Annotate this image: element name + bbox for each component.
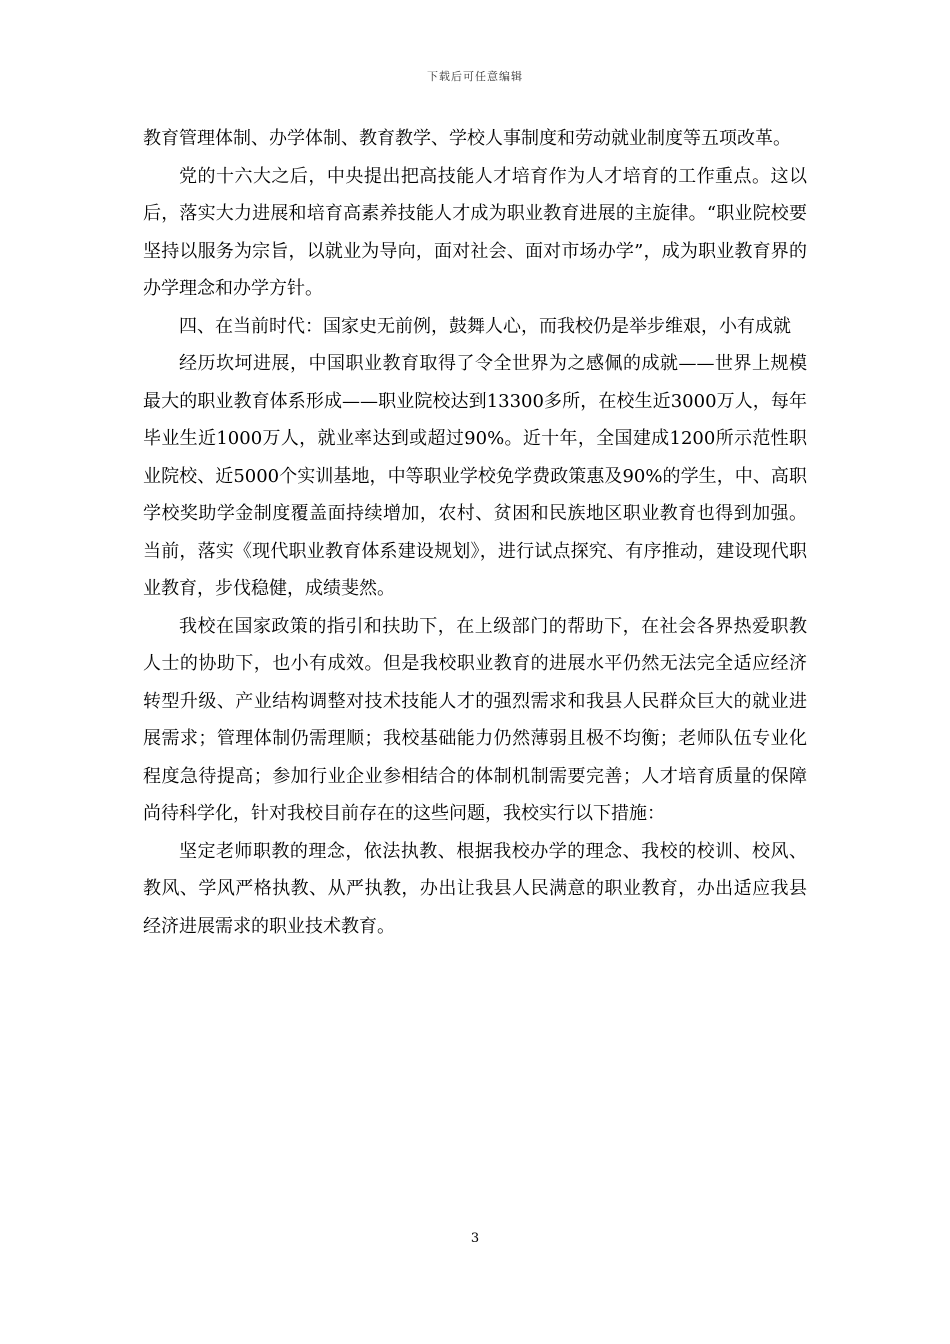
paragraph: 坚定老师职教的理念，依法执教、根据我校办学的理念、我校的校训、校风、教风、学风严格执教、从严执教，办出让我县人民满意的职业教育，办出适应我县经济进展需求的职业技术教育。 — [143, 840, 807, 937]
paragraph: 我校在国家政策的指引和扶助下，在上级部门的帮助下，在社会各界热爱职教人士的协助下，也小有成效。但是我校职业教育的进展水平仍然无法完全适应经济转型升级、产业结构调整对技术技能人才的强烈需求和我县人民群众巨大的就业进展需求；管理体制仍需理顺；我校基础能力仍然薄弱且极不均衡；老师队伍专业化程度急待提高；参加行业企业参相结合的体制机制需要完善；人才培育质量的保障尚待科学化，针对我校目前存在的这些问题，我校实行以下措施： — [143, 615, 807, 824]
document-body — [143, 120, 807, 945]
section-heading: 四、在当前时代：国家史无前例，鼓舞人心，而我校仍是举步维艰，小有成就 — [179, 315, 791, 337]
paragraph-continuation: 教育管理体制、办学体制、教育教学、学校人事制度和劳动就业制度等五项改革。 — [143, 128, 791, 149]
page-number: 3 — [470, 1231, 480, 1246]
page-header: 下载后可任意编辑 — [427, 70, 523, 83]
paragraph: 党的十六大之后，中央提出把高技能人才培育作为人才培育的工作重点。这以后，落实大力进展和培育高素养技能人才成为职业教育进展的主旋律。“职业院校要坚持以服务为宗旨，以就业为导向，面对社会、面对市场办学”，成为职业教育界的办学理念和办学方针。 — [143, 165, 807, 299]
paragraph: 经历坎坷进展，中国职业教育取得了令全世界为之感佩的成就——世界上规模最大的职业教育体系形成——职业院校达到13300多所，在校生近3000万人，每年毕业生近1000万人，就业率达到或超过90%。近十年，全国建成1200所示范性职业院校、近5000个实训基地，中等职业学校免学费政策惠及90%的学生，中、高职学校奖助学金制度覆盖面持续增加，农村、贫困和民族地区职业教育也得到加强。当前，落实《现代职业教育体系建设规划》，进行试点探究、有序推动，建设现代职业教育，步伐稳健，成绩斐然。 — [143, 353, 807, 599]
